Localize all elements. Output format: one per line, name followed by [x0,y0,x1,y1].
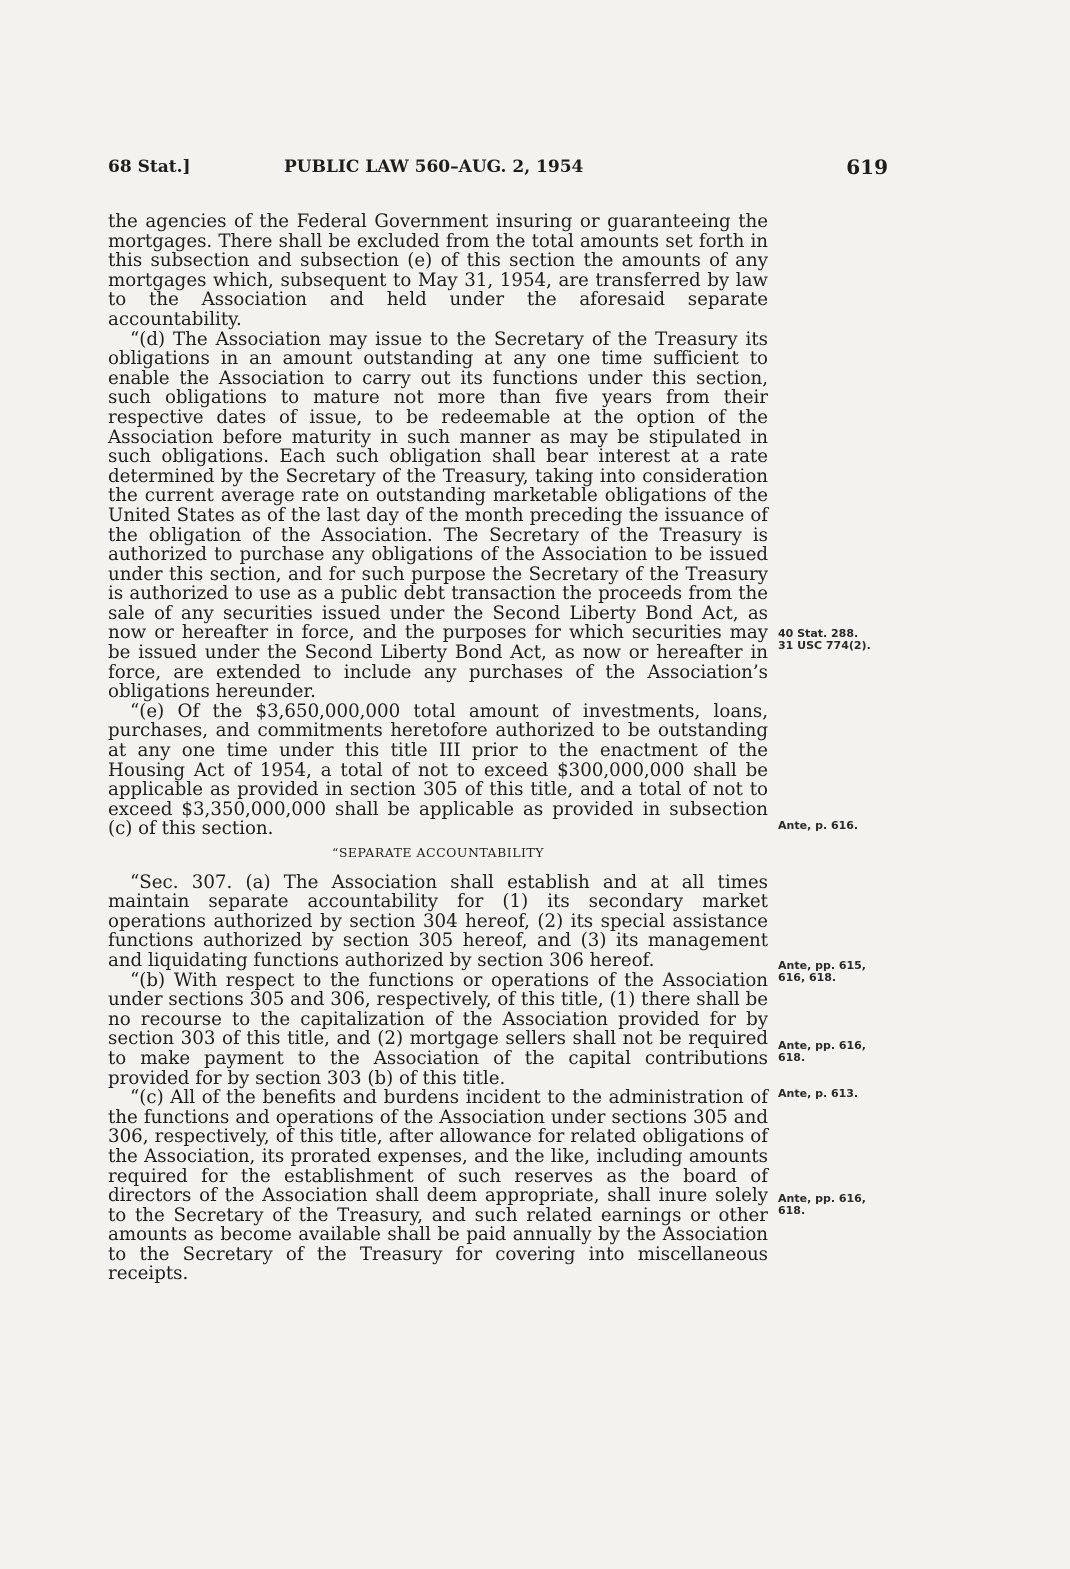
margin-note-ante-616: Ante, p. 616. [778,819,859,832]
header-title: PUBLIC LAW 560–AUG. 2, 1954 [284,157,584,177]
section-heading: “SEPARATE ACCOUNTABILITY [331,845,545,860]
page-number: 619 [846,155,888,179]
statute-volume: 68 Stat.] [108,157,191,177]
margin-note-stat-citation: 40 Stat. 288. 31 USC 774(2). [778,627,871,652]
paragraph-sec-307-a: “Sec. 307. (a) The Association shall establish and at all times maintain separate accountability for (1) its secondary market operations authorized by section 304 hereof, (2) its special assistance functions authorized by section 305 hereof, and (3) its management and liquidating functions authorized by section 306 hereof. [108,871,768,971]
paragraph-sec-307-b: “(b) With respect to the functions or operations of the Association under sections 305 and 306, respectively, of this title, (1) there shall be no recourse to the capitalization of the Association provided for by section 303 of this title, and (2) mortgage sellers shall not be required to make payment to the Association of the capital contributions provided for by section 303 (b) of this title. [108,969,768,1089]
margin-note-ante-613: Ante, p. 613. [778,1087,859,1100]
paragraph-subsection-d: “(d) The Association may issue to the Secretary of the Treasury its obligations in an amount outstanding at any one time sufficient to enable the Association to carry out its functions under this section, such obligations to mature not more than five years from their respective dates of issue, to be redeemable at the option of the Association before maturity in such manner as may be stipulated in such obligations. Each such obligation shall bear interest at a rate determined by the Secretary of the Treasury, taking into consideration the current average rate on outstanding marketable obligations of the United States as of the last day of the month preceding the issuance of the obligation of the Association. The Secretary of the Treasury is authorized to purchase any obligations of the Association to be issued under this section, and for such purpose the Secretary of the Treasury is authorized to use as a public debt transaction the proceeds from the sale of any securities issued under the Second Liberty Bond Act, as now or hereafter in force, and the purposes for which securities may be issued under the Second Liberty Bond Act, as now or hereafter in force, are extended to include any purchases of the Association’s obligations hereunder. [108,328,768,703]
margin-note-ante-616-618: Ante, pp. 616, 618. [778,1039,866,1064]
paragraph-subsection-e: “(e) Of the $3,650,000,000 total amount of investments, loans, purchases, and commitments heretofore authorized to be outstanding at any one time under this title III prior to the enactment of the Housing Act of 1954, a total of not to exceed $300,000,000 shall be applicable as provided in section 305 of this title, and a total of not to exceed $3,350,000,000 shall be applicable as provided in subsection (c) of this section. [108,700,768,840]
main-text [108,212,768,1284]
margin-note-ante-615: Ante, pp. 615, 616, 618. [778,959,866,984]
paragraph-continued: the agencies of the Federal Government insuring or guaranteeing the mortgages. There shall be excluded from the total amounts set forth in this subsection and subsection (e) of this section the amounts of any mortgages which, subsequent to May 31, 1954, are transferred by law to the Association and held under the aforesaid separate accountability. [108,211,768,330]
margin-note-ante-616-618-b: Ante, pp. 616, 618. [778,1192,866,1217]
running-header [108,157,888,187]
paragraph-sec-307-c: “(c) All of the benefits and burdens incident to the administration of the functions and operations of the Association under sections 305 and 306, respectively, of this title, after allowance for related obligations of the Association, its prorated expenses, and the like, including amounts required for the establishment of such reserves as the board of directors of the Association shall deem appropriate, shall inure solely to the Secretary of the Treasury, and such related earnings or other amounts as become available shall be paid annually by the Association to the Secretary of the Treasury for covering into miscellaneous receipts. [108,1087,768,1285]
